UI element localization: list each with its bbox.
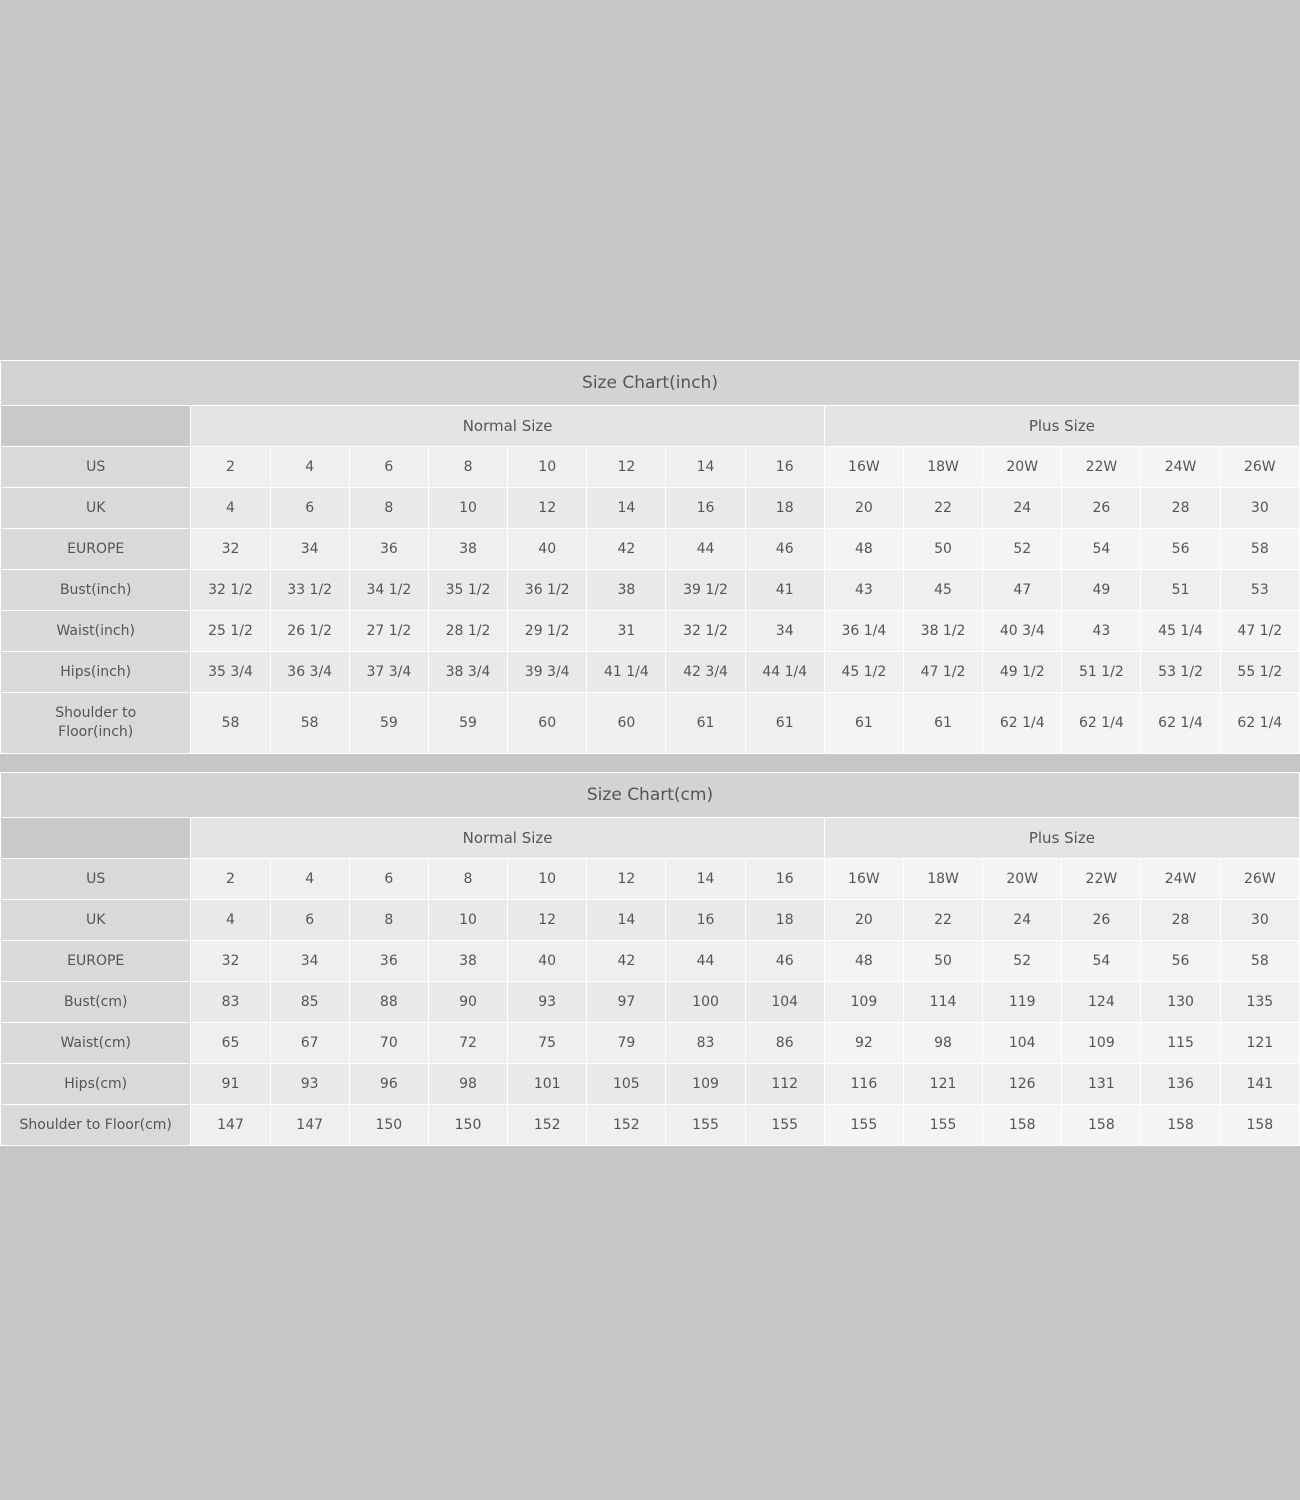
row-label-hips-inch: Hips(inch) xyxy=(1,652,191,693)
cell: 4 xyxy=(191,900,270,941)
cell: 54 xyxy=(1062,529,1141,570)
cell: 92 xyxy=(824,1023,903,1064)
cell: 56 xyxy=(1141,941,1220,982)
row-label-bust-cm: Bust(cm) xyxy=(1,982,191,1023)
cell: 16W xyxy=(824,859,903,900)
table-row xyxy=(1,1064,1300,1105)
cell: 61 xyxy=(824,693,903,754)
cell: 83 xyxy=(191,982,270,1023)
cell: 58 xyxy=(1220,529,1299,570)
cell: 49 1/2 xyxy=(983,652,1062,693)
cell: 12 xyxy=(587,859,666,900)
cell: 47 1/2 xyxy=(903,652,982,693)
cell: 32 xyxy=(191,529,270,570)
cell: 65 xyxy=(191,1023,270,1064)
table-row xyxy=(1,611,1300,652)
cell: 150 xyxy=(428,1105,507,1146)
cell: 10 xyxy=(508,447,587,488)
cell: 34 xyxy=(745,611,824,652)
cell: 53 1/2 xyxy=(1141,652,1220,693)
cell: 124 xyxy=(1062,982,1141,1023)
cell: 53 xyxy=(1220,570,1299,611)
cell: 18W xyxy=(903,859,982,900)
cell: 39 1/2 xyxy=(666,570,745,611)
cell: 55 1/2 xyxy=(1220,652,1299,693)
cell: 158 xyxy=(1141,1105,1220,1146)
cell: 91 xyxy=(191,1064,270,1105)
cell: 37 3/4 xyxy=(349,652,428,693)
cell: 36 1/4 xyxy=(824,611,903,652)
cell: 6 xyxy=(270,488,349,529)
table-row xyxy=(1,859,1300,900)
row-label-uk: UK xyxy=(1,900,191,941)
cell: 155 xyxy=(666,1105,745,1146)
cell: 39 3/4 xyxy=(508,652,587,693)
table-row xyxy=(1,1105,1300,1146)
cell: 10 xyxy=(508,859,587,900)
cell: 62 1/4 xyxy=(1062,693,1141,754)
cell: 109 xyxy=(824,982,903,1023)
cell: 20W xyxy=(983,447,1062,488)
cell: 36 1/2 xyxy=(508,570,587,611)
cell: 61 xyxy=(666,693,745,754)
cell: 62 1/4 xyxy=(1220,693,1299,754)
cell: 45 xyxy=(903,570,982,611)
cell: 36 xyxy=(349,941,428,982)
row-label-waist-cm: Waist(cm) xyxy=(1,1023,191,1064)
cell: 101 xyxy=(508,1064,587,1105)
cell: 130 xyxy=(1141,982,1220,1023)
cell: 131 xyxy=(1062,1064,1141,1105)
chart-title-inch: Size Chart(inch) xyxy=(1,361,1300,406)
cell: 38 xyxy=(428,529,507,570)
cell: 28 xyxy=(1141,900,1220,941)
cell: 58 xyxy=(191,693,270,754)
corner-cell xyxy=(1,406,191,447)
cell: 29 1/2 xyxy=(508,611,587,652)
cell: 38 xyxy=(587,570,666,611)
cell: 20 xyxy=(824,900,903,941)
cell: 90 xyxy=(428,982,507,1023)
cell: 40 xyxy=(508,941,587,982)
cell: 41 xyxy=(745,570,824,611)
cell: 136 xyxy=(1141,1064,1220,1105)
size-chart-cm xyxy=(0,772,1300,1146)
cell: 60 xyxy=(508,693,587,754)
table-row-groups xyxy=(1,406,1300,447)
cell: 98 xyxy=(428,1064,507,1105)
cell: 8 xyxy=(428,859,507,900)
table-row-groups xyxy=(1,818,1300,859)
table-row xyxy=(1,693,1300,754)
cell: 83 xyxy=(666,1023,745,1064)
cell: 58 xyxy=(1220,941,1299,982)
group-header-normal-cm: Normal Size xyxy=(191,818,824,859)
cell: 14 xyxy=(666,859,745,900)
row-label-hips-cm: Hips(cm) xyxy=(1,1064,191,1105)
cell: 12 xyxy=(508,488,587,529)
cell: 70 xyxy=(349,1023,428,1064)
cell: 52 xyxy=(983,529,1062,570)
cell: 79 xyxy=(587,1023,666,1064)
size-chart-cm-table xyxy=(0,772,1300,1146)
row-label-shoulder-to-floor-inch xyxy=(1,693,191,754)
row-label-bust-inch: Bust(inch) xyxy=(1,570,191,611)
cell: 56 xyxy=(1141,529,1220,570)
row-label-shoulder-to-floor-cm: Shoulder to Floor(cm) xyxy=(1,1105,191,1146)
cell: 24 xyxy=(983,488,1062,529)
cell: 38 1/2 xyxy=(903,611,982,652)
cell: 152 xyxy=(508,1105,587,1146)
cell: 20 xyxy=(824,488,903,529)
cell: 96 xyxy=(349,1064,428,1105)
table-row xyxy=(1,652,1300,693)
row-label-line1: Shoulder to xyxy=(55,705,137,722)
cell: 93 xyxy=(270,1064,349,1105)
cell: 158 xyxy=(1220,1105,1299,1146)
cell: 62 1/4 xyxy=(983,693,1062,754)
row-label-line2: Floor(inch) xyxy=(58,724,134,740)
cell: 12 xyxy=(587,447,666,488)
cell: 48 xyxy=(824,529,903,570)
cell: 54 xyxy=(1062,941,1141,982)
table-row xyxy=(1,900,1300,941)
cell: 26 xyxy=(1062,900,1141,941)
cell: 44 xyxy=(666,941,745,982)
cell: 6 xyxy=(349,859,428,900)
group-header-plus-cm: Plus Size xyxy=(824,818,1299,859)
cell: 22W xyxy=(1062,447,1141,488)
cell: 47 1/2 xyxy=(1220,611,1299,652)
cell: 67 xyxy=(270,1023,349,1064)
chart-title-cm: Size Chart(cm) xyxy=(1,773,1300,818)
cell: 158 xyxy=(983,1105,1062,1146)
cell: 18 xyxy=(745,900,824,941)
cell: 24 xyxy=(983,900,1062,941)
cell: 12 xyxy=(508,900,587,941)
table-row xyxy=(1,570,1300,611)
cell: 8 xyxy=(349,900,428,941)
cell: 61 xyxy=(745,693,824,754)
cell: 141 xyxy=(1220,1064,1299,1105)
cell: 2 xyxy=(191,859,270,900)
cell: 32 1/2 xyxy=(191,570,270,611)
cell: 42 xyxy=(587,529,666,570)
cell: 31 xyxy=(587,611,666,652)
size-chart-inch-table xyxy=(0,360,1300,754)
cell: 26W xyxy=(1220,859,1299,900)
cell: 155 xyxy=(824,1105,903,1146)
cell: 16 xyxy=(666,488,745,529)
cell: 43 xyxy=(824,570,903,611)
cell: 30 xyxy=(1220,488,1299,529)
cell: 26W xyxy=(1220,447,1299,488)
cell: 26 xyxy=(1062,488,1141,529)
row-label-uk: UK xyxy=(1,488,191,529)
cell: 104 xyxy=(745,982,824,1023)
cell: 18W xyxy=(903,447,982,488)
cell: 147 xyxy=(191,1105,270,1146)
cell: 40 3/4 xyxy=(983,611,1062,652)
cell: 85 xyxy=(270,982,349,1023)
table-row xyxy=(1,1023,1300,1064)
cell: 121 xyxy=(903,1064,982,1105)
cell: 147 xyxy=(270,1105,349,1146)
cell: 61 xyxy=(903,693,982,754)
cell: 60 xyxy=(587,693,666,754)
row-label-us: US xyxy=(1,859,191,900)
cell: 42 xyxy=(587,941,666,982)
table-row xyxy=(1,982,1300,1023)
cell: 49 xyxy=(1062,570,1141,611)
cell: 14 xyxy=(666,447,745,488)
cell: 26 1/2 xyxy=(270,611,349,652)
cell: 100 xyxy=(666,982,745,1023)
cell: 16W xyxy=(824,447,903,488)
cell: 8 xyxy=(349,488,428,529)
group-header-plus-inch: Plus Size xyxy=(824,406,1299,447)
cell: 35 1/2 xyxy=(428,570,507,611)
cell: 46 xyxy=(745,941,824,982)
cell: 18 xyxy=(745,488,824,529)
cell: 4 xyxy=(270,859,349,900)
cell: 119 xyxy=(983,982,1062,1023)
cell: 47 xyxy=(983,570,1062,611)
cell: 126 xyxy=(983,1064,1062,1105)
table-row xyxy=(1,447,1300,488)
cell: 45 1/2 xyxy=(824,652,903,693)
cell: 98 xyxy=(903,1023,982,1064)
cell: 8 xyxy=(428,447,507,488)
cell: 44 1/4 xyxy=(745,652,824,693)
cell: 43 xyxy=(1062,611,1141,652)
table-row-title xyxy=(1,361,1300,406)
cell: 97 xyxy=(587,982,666,1023)
cell: 59 xyxy=(349,693,428,754)
cell: 20W xyxy=(983,859,1062,900)
cell: 58 xyxy=(270,693,349,754)
cell: 50 xyxy=(903,529,982,570)
cell: 36 3/4 xyxy=(270,652,349,693)
cell: 51 xyxy=(1141,570,1220,611)
row-label-europe: EUROPE xyxy=(1,941,191,982)
cell: 24W xyxy=(1141,859,1220,900)
cell: 2 xyxy=(191,447,270,488)
cell: 4 xyxy=(270,447,349,488)
cell: 105 xyxy=(587,1064,666,1105)
table-row xyxy=(1,529,1300,570)
cell: 32 1/2 xyxy=(666,611,745,652)
cell: 10 xyxy=(428,900,507,941)
cell: 22W xyxy=(1062,859,1141,900)
cell: 33 1/2 xyxy=(270,570,349,611)
row-label-us: US xyxy=(1,447,191,488)
cell: 28 1/2 xyxy=(428,611,507,652)
cell: 6 xyxy=(349,447,428,488)
cell: 38 3/4 xyxy=(428,652,507,693)
size-chart-inch xyxy=(0,360,1300,754)
table-row xyxy=(1,488,1300,529)
cell: 59 xyxy=(428,693,507,754)
cell: 112 xyxy=(745,1064,824,1105)
group-header-normal-inch: Normal Size xyxy=(191,406,824,447)
cell: 158 xyxy=(1062,1105,1141,1146)
cell: 93 xyxy=(508,982,587,1023)
cell: 36 xyxy=(349,529,428,570)
cell: 155 xyxy=(745,1105,824,1146)
cell: 88 xyxy=(349,982,428,1023)
table-row-title xyxy=(1,773,1300,818)
cell: 50 xyxy=(903,941,982,982)
cell: 4 xyxy=(191,488,270,529)
cell: 44 xyxy=(666,529,745,570)
cell: 72 xyxy=(428,1023,507,1064)
cell: 14 xyxy=(587,900,666,941)
cell: 116 xyxy=(824,1064,903,1105)
cell: 35 3/4 xyxy=(191,652,270,693)
cell: 62 1/4 xyxy=(1141,693,1220,754)
cell: 14 xyxy=(587,488,666,529)
cell: 155 xyxy=(903,1105,982,1146)
cell: 24W xyxy=(1141,447,1220,488)
cell: 42 3/4 xyxy=(666,652,745,693)
cell: 152 xyxy=(587,1105,666,1146)
cell: 34 xyxy=(270,941,349,982)
corner-cell xyxy=(1,818,191,859)
cell: 16 xyxy=(666,900,745,941)
row-label-waist-inch: Waist(inch) xyxy=(1,611,191,652)
cell: 10 xyxy=(428,488,507,529)
cell: 86 xyxy=(745,1023,824,1064)
cell: 41 1/4 xyxy=(587,652,666,693)
cell: 22 xyxy=(903,900,982,941)
cell: 115 xyxy=(1141,1023,1220,1064)
cell: 30 xyxy=(1220,900,1299,941)
cell: 32 xyxy=(191,941,270,982)
cell: 6 xyxy=(270,900,349,941)
cell: 52 xyxy=(983,941,1062,982)
cell: 45 1/4 xyxy=(1141,611,1220,652)
cell: 135 xyxy=(1220,982,1299,1023)
cell: 25 1/2 xyxy=(191,611,270,652)
cell: 51 1/2 xyxy=(1062,652,1141,693)
cell: 46 xyxy=(745,529,824,570)
cell: 34 xyxy=(270,529,349,570)
cell: 75 xyxy=(508,1023,587,1064)
cell: 48 xyxy=(824,941,903,982)
cell: 22 xyxy=(903,488,982,529)
cell: 16 xyxy=(745,859,824,900)
cell: 40 xyxy=(508,529,587,570)
cell: 28 xyxy=(1141,488,1220,529)
cell: 150 xyxy=(349,1105,428,1146)
row-label-europe: EUROPE xyxy=(1,529,191,570)
cell: 121 xyxy=(1220,1023,1299,1064)
cell: 109 xyxy=(666,1064,745,1105)
cell: 114 xyxy=(903,982,982,1023)
cell: 16 xyxy=(745,447,824,488)
cell: 34 1/2 xyxy=(349,570,428,611)
cell: 104 xyxy=(983,1023,1062,1064)
cell: 109 xyxy=(1062,1023,1141,1064)
cell: 27 1/2 xyxy=(349,611,428,652)
table-row xyxy=(1,941,1300,982)
cell: 38 xyxy=(428,941,507,982)
